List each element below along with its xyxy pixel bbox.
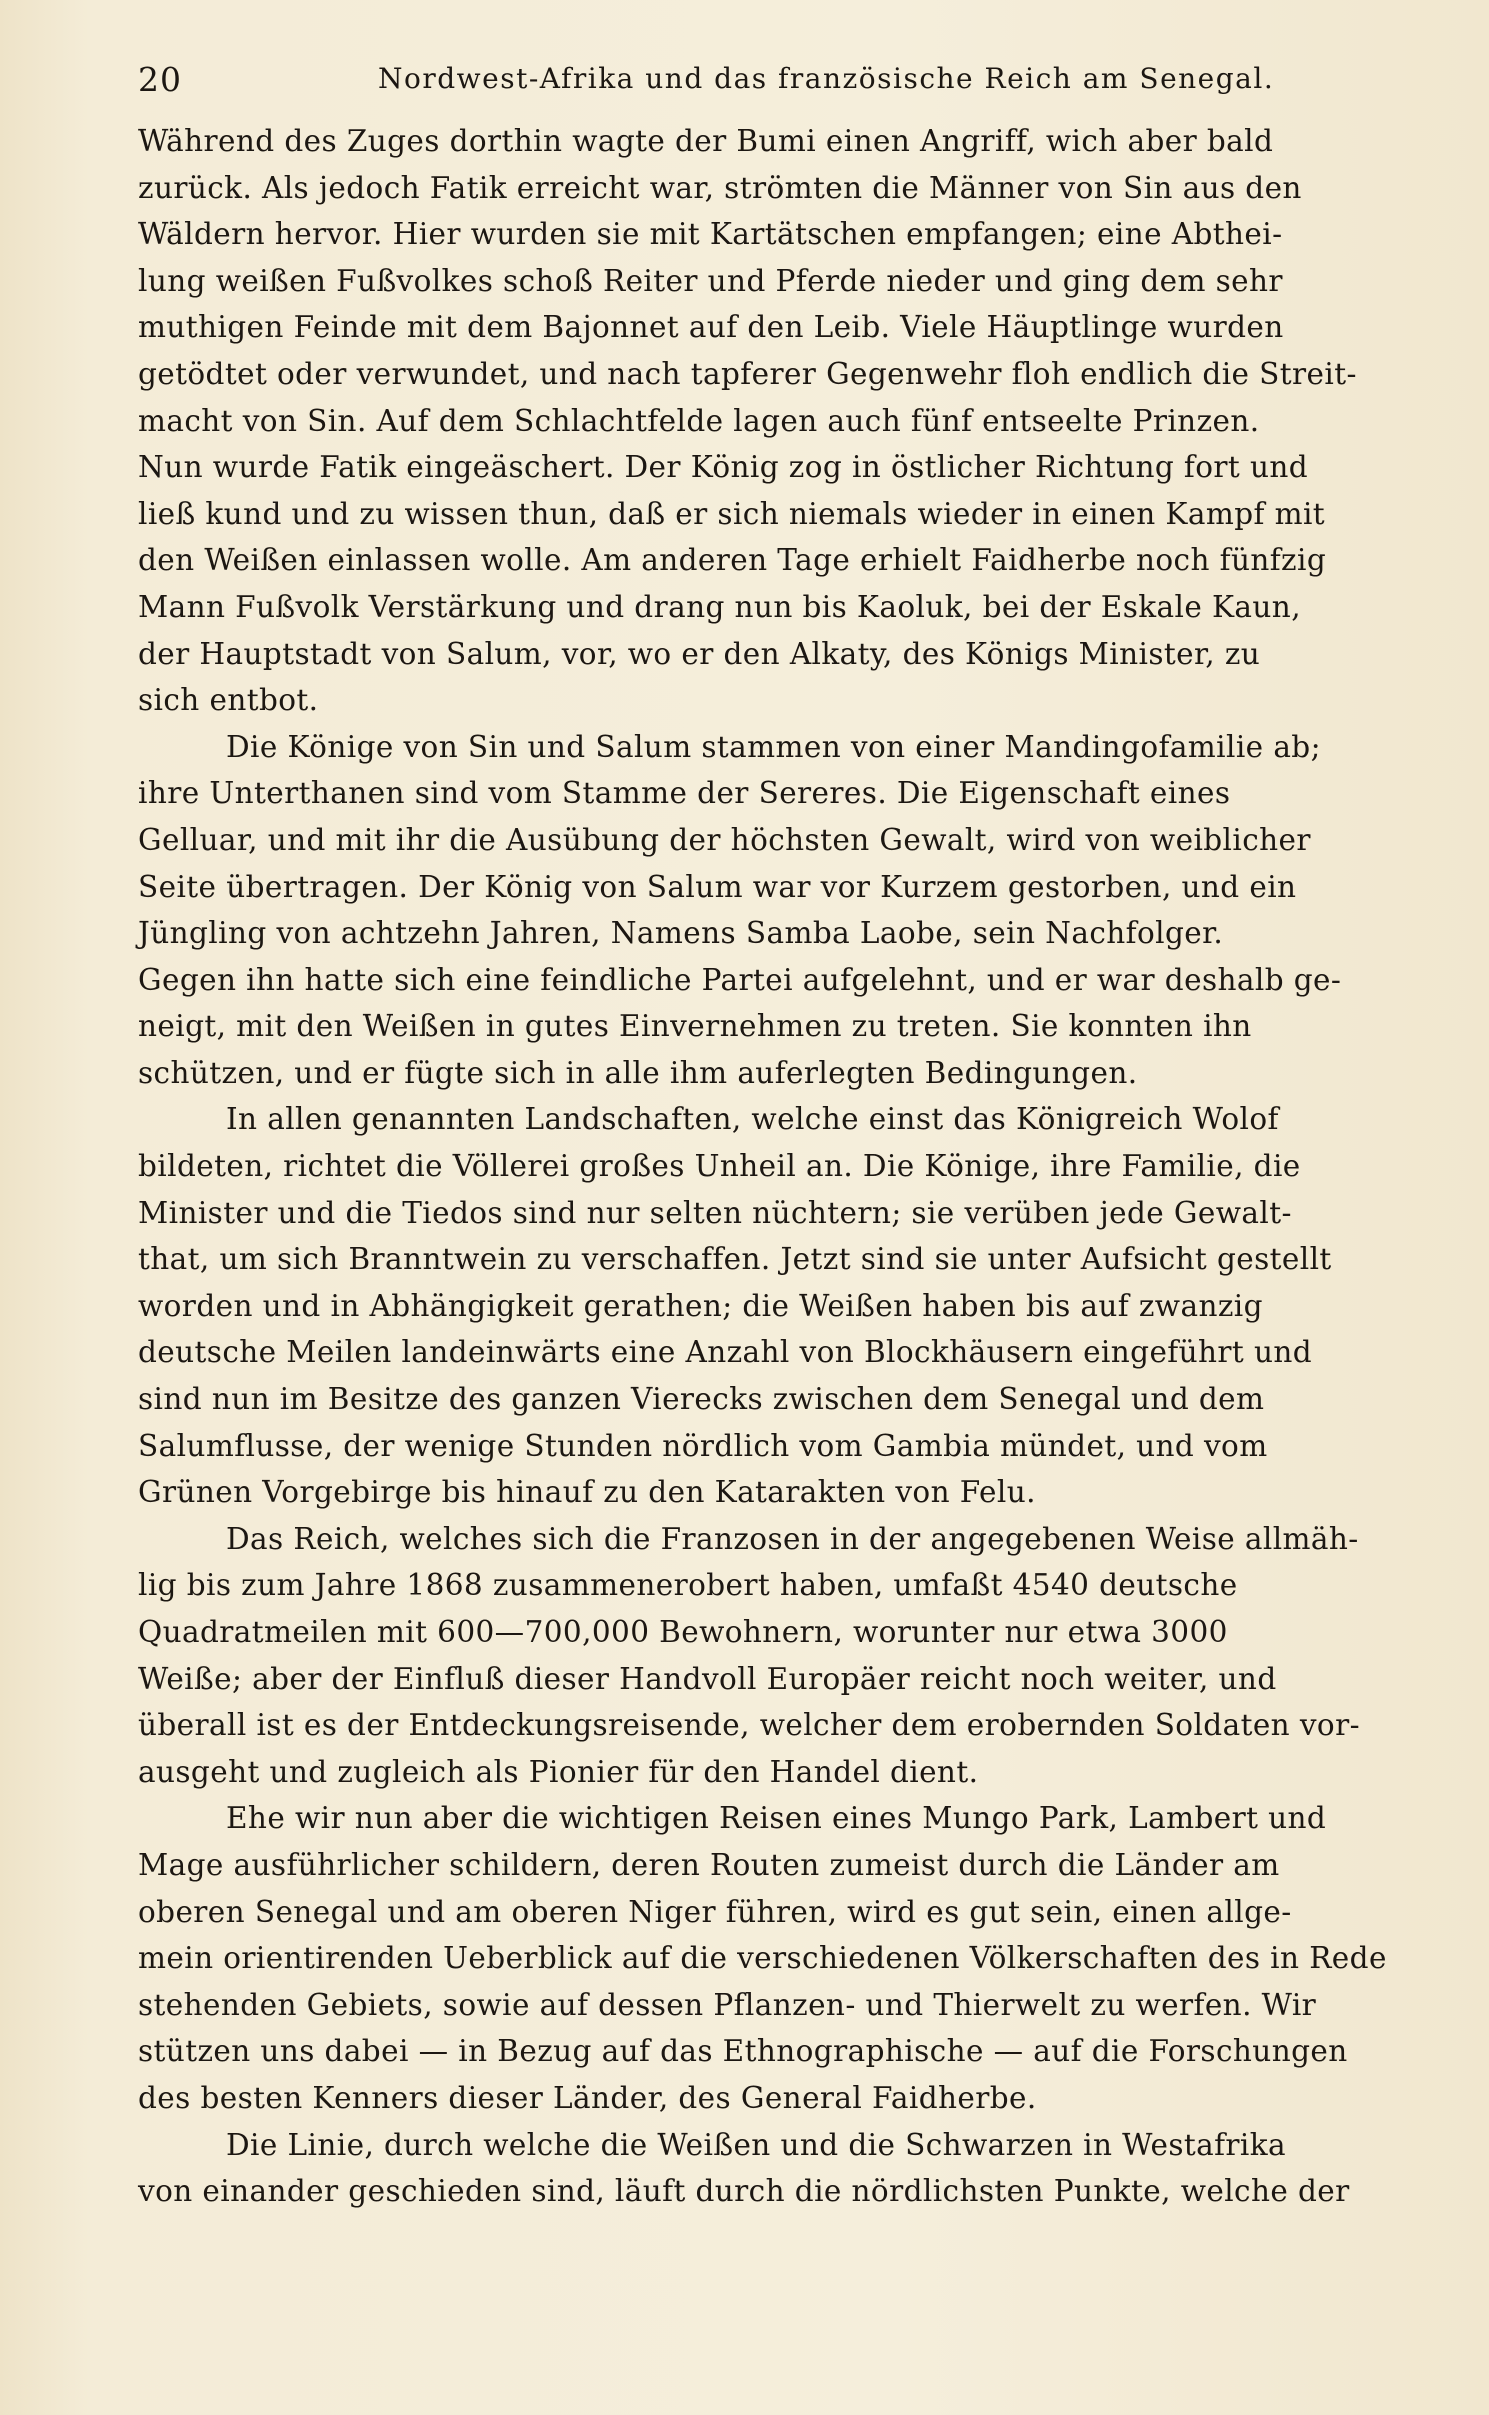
page-number: 20 (138, 60, 182, 99)
text-line: Nun wurde Fatik eingeäschert. Der König zog in östlicher Richtung fort und (138, 450, 1309, 485)
text-line: macht von Sin. Auf dem Schlachtfelde lagen auch fünf entseelte Prinzen. (138, 403, 1260, 438)
text-line: überall ist es der Entdeckungsreisende, welcher dem erobernden Soldaten vor- (138, 1708, 1360, 1743)
text-line: lig bis zum Jahre 1868 zusammenerobert haben, umfaßt 4540 deutsche (138, 1568, 1238, 1603)
text-line: bildeten, richtet die Völlerei großes Unheil an. Die Könige, ihre Familie, die (138, 1149, 1301, 1184)
text-line: Seite übertragen. Der König von Salum war vor Kurzem gestorben, und ein (138, 869, 1297, 904)
paragraph-start-line: In allen genannten Landschaften, welche einst das Königreich Wolof (226, 1102, 1279, 1137)
paragraph-start-line: Die Linie, durch welche die Weißen und die Schwarzen in Westafrika (226, 2127, 1287, 2162)
text-line: Mann Fußvolk Verstärkung und drang nun bis Kaoluk, bei der Eskale Kaun, (138, 589, 1301, 624)
text-line: lung weißen Fußvolkes schoß Reiter und Pferde nieder und ging dem sehr (138, 263, 1283, 298)
text-line: getödtet oder verwundet, und nach tapferer Gegenwehr floh endlich die Streit- (138, 356, 1357, 391)
text-line: den Weißen einlassen wolle. Am anderen Tage erhielt Faidherbe noch fünfzig (138, 543, 1327, 578)
text-line: stützen uns dabei — in Bezug auf das Ethnographische — auf die Forschungen (138, 2034, 1348, 2069)
text-line: von einander geschieden sind, läuft durch die nördlichsten Punkte, welche der (138, 2174, 1350, 2209)
text-line: sich entbot. (138, 683, 319, 718)
text-line: deutsche Meilen landeinwärts eine Anzahl von Blockhäusern eingeführt und (138, 1335, 1313, 1370)
text-line: that, um sich Branntwein zu verschaffen. Jetzt sind sie unter Aufsicht gestellt (138, 1242, 1332, 1277)
paragraph-start-line: Ehe wir nun aber die wichtigen Reisen eines Mungo Park, Lambert und (226, 1801, 1327, 1836)
text-line: sind nun im Besitze des ganzen Vierecks zwischen dem Senegal und dem (138, 1382, 1265, 1417)
text-line: Quadratmeilen mit 600—700,000 Bewohnern, worunter nur etwa 3000 (138, 1615, 1228, 1649)
text-line: ließ kund und zu wissen thun, daß er sich niemals wieder in einen Kampf mit (138, 496, 1326, 531)
text-line: schützen, und er fügte sich in alle ihm auferlegten Bedingungen. (138, 1055, 1138, 1090)
text-line: Salumflusse, der wenige Stunden nördlich vom Gambia mündet, und vom (138, 1428, 1268, 1463)
text-line: ausgeht und zugleich als Pionier für den Handel dient. (138, 1754, 979, 1789)
text-line: Gegen ihn hatte sich eine feindliche Partei aufgelehnt, und er war deshalb ge- (138, 962, 1342, 997)
paragraph-start-line: Das Reich, welches sich die Franzosen in der angegebenen Weise allmäh- (226, 1521, 1359, 1556)
text-line: Jüngling von achtzehn Jahren, Namens Samba Laobe, sein Nachfolger. (138, 916, 1224, 951)
text-line: ihre Unterthanen sind vom Stamme der Sereres. Die Eigenschaft eines (138, 776, 1231, 811)
text-line: der Hauptstadt von Salum, vor, wo er den Alkaty, des Königs Minister, zu (138, 636, 1261, 671)
page-header (138, 52, 1338, 108)
paragraph-start-line: Die Könige von Sin und Salum stammen von einer Mandingofamilie ab; (226, 729, 1321, 764)
text-line: zurück. Als jedoch Fatik erreicht war, strömten die Männer von Sin aus den (138, 170, 1302, 205)
text-line: Minister und die Tiedos sind nur selten nüchtern; sie verüben jede Gewalt- (138, 1195, 1292, 1230)
text-line: oberen Senegal und am oberen Niger führen, wird es gut sein, einen allge- (138, 1894, 1292, 1929)
text-line: Wäldern hervor. Hier wurden sie mit Kartätschen empfangen; eine Abthei- (138, 217, 1283, 252)
text-line: Weiße; aber der Einfluß dieser Handvoll Europäer reicht noch weiter, und (138, 1661, 1277, 1696)
text-line: neigt, mit den Weißen in gutes Einvernehmen zu treten. Sie konnten ihn (138, 1009, 1252, 1044)
text-line: muthigen Feinde mit dem Bajonnet auf den Leib. Viele Häuptlinge wurden (138, 310, 1284, 345)
text-line: Gelluar, und mit ihr die Ausübung der höchsten Gewalt, wird von weiblicher (138, 822, 1311, 857)
text-line: Grünen Vorgebirge bis hinauf zu den Katarakten von Felu. (138, 1475, 1036, 1510)
text-line: Während des Zuges dorthin wagte der Bumi einen Angriff, wich aber bald (138, 124, 1274, 158)
text-line: stehenden Gebiets, sowie auf dessen Pflanzen- und Thierwelt zu werfen. Wir (138, 1987, 1317, 2022)
text-line: worden und in Abhängigkeit gerathen; die Weißen haben bis auf zwanzig (138, 1288, 1263, 1323)
body-text (138, 118, 1418, 2215)
text-line: mein orientirenden Ueberblick auf die verschiedenen Völkerschaften des in Rede (138, 1941, 1387, 1976)
text-line: des besten Kenners dieser Länder, des General Faidherbe. (138, 2080, 1037, 2115)
text-line: Mage ausführlicher schildern, deren Routen zumeist durch die Länder am (138, 1847, 1280, 1882)
running-title: Nordwest-Afrika und das französische Reich am Senegal. (378, 62, 1275, 95)
